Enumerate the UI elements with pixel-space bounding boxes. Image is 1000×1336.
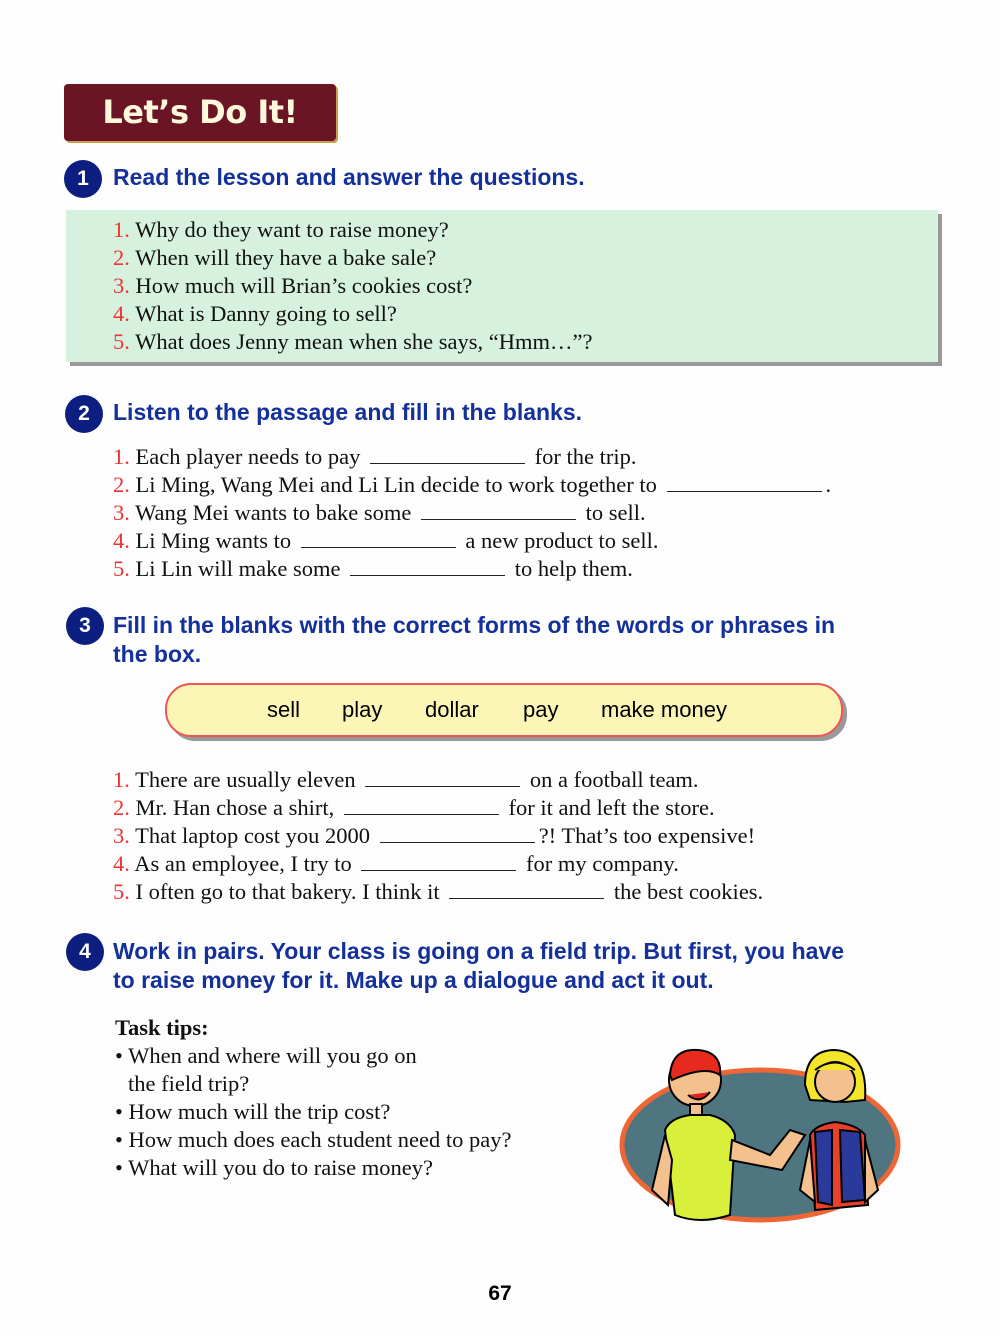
heading-line: the box. (113, 641, 202, 667)
list-item: 4. What is Danny going to sell? (113, 301, 397, 326)
list-item: 3. Wang Mei wants to bake some to sell. (113, 500, 646, 525)
tip: • How much will the trip cost? (115, 1099, 391, 1124)
word: make money (601, 697, 727, 722)
answer-blank[interactable] (380, 824, 535, 843)
word: play (342, 697, 383, 722)
answer-blank[interactable] (421, 501, 576, 520)
students-illustration (610, 1040, 910, 1230)
answer-blank[interactable] (344, 796, 499, 815)
list-item: 3. How much will Brian’s cookies cost? (113, 273, 473, 298)
section-2-number: 2 (65, 395, 103, 433)
answer-blank[interactable] (301, 529, 456, 548)
word: dollar (425, 697, 479, 722)
word: sell (267, 697, 301, 722)
list-item: 5. What does Jenny mean when she says, “Hmm…”? (113, 329, 593, 354)
heading-line: to raise money for it. Make up a dialogue and act it out. (113, 967, 714, 993)
list-item: 5. Li Lin will make some to help them. (113, 556, 633, 581)
list-item: 2. When will they have a bake sale? (113, 245, 437, 270)
list-item: 2. Li Ming, Wang Mei and Li Lin decide to work together to . (113, 472, 832, 497)
answer-blank[interactable] (667, 473, 822, 492)
section-1-heading: Read the lesson and answer the questions. (113, 164, 585, 190)
tip: • How much does each student need to pay? (115, 1127, 512, 1152)
listening-list (113, 443, 831, 583)
list-item: 1. Why do they want to raise money? (113, 217, 449, 242)
answer-blank[interactable] (449, 880, 604, 899)
task-tips-title: Task tips: (115, 1015, 209, 1040)
section-4-number: 4 (66, 933, 104, 971)
list-item: 1. Each player needs to pay for the trip. (113, 444, 637, 469)
section-1-number: 1 (64, 160, 102, 198)
answer-blank[interactable] (365, 768, 520, 787)
word: pay (523, 697, 559, 722)
page-number: 67 (488, 1282, 512, 1305)
tip: • When and where will you go on (115, 1043, 417, 1068)
lets-do-it-banner: Let’s Do It! (64, 84, 336, 141)
list-item: 1. There are usually eleven on a football team. (113, 767, 699, 792)
list-item: 4. As an employee, I try to for my company. (113, 851, 679, 876)
questions-list (113, 216, 592, 356)
section-2-heading: Listen to the passage and fill in the blanks. (113, 399, 583, 425)
list-item: 4. Li Ming wants to a new product to sell. (113, 528, 659, 553)
word-box (165, 683, 843, 737)
section-3-number: 3 (66, 607, 104, 645)
section-3-heading (113, 611, 835, 669)
list-item: 5. I often go to that bakery. I think it the best cookies. (113, 879, 764, 904)
heading-line: Work in pairs. Your class is going on a field trip. But first, you have (113, 938, 845, 964)
list-item: 3. That laptop cost you 2000 ?! That’s too expensive! (113, 823, 756, 848)
tip: the field trip? (128, 1071, 250, 1096)
fill-in-list (113, 766, 763, 906)
answer-blank[interactable] (350, 557, 505, 576)
answer-blank[interactable] (361, 852, 516, 871)
section-4-heading (113, 937, 844, 995)
heading-line: Fill in the blanks with the correct forms of the words or phrases in (113, 612, 836, 638)
task-tips (115, 1014, 512, 1182)
list-item: 2. Mr. Han chose a shirt, for it and left the store. (113, 795, 715, 820)
tip: • What will you do to raise money? (115, 1155, 434, 1180)
answer-blank[interactable] (370, 445, 525, 464)
